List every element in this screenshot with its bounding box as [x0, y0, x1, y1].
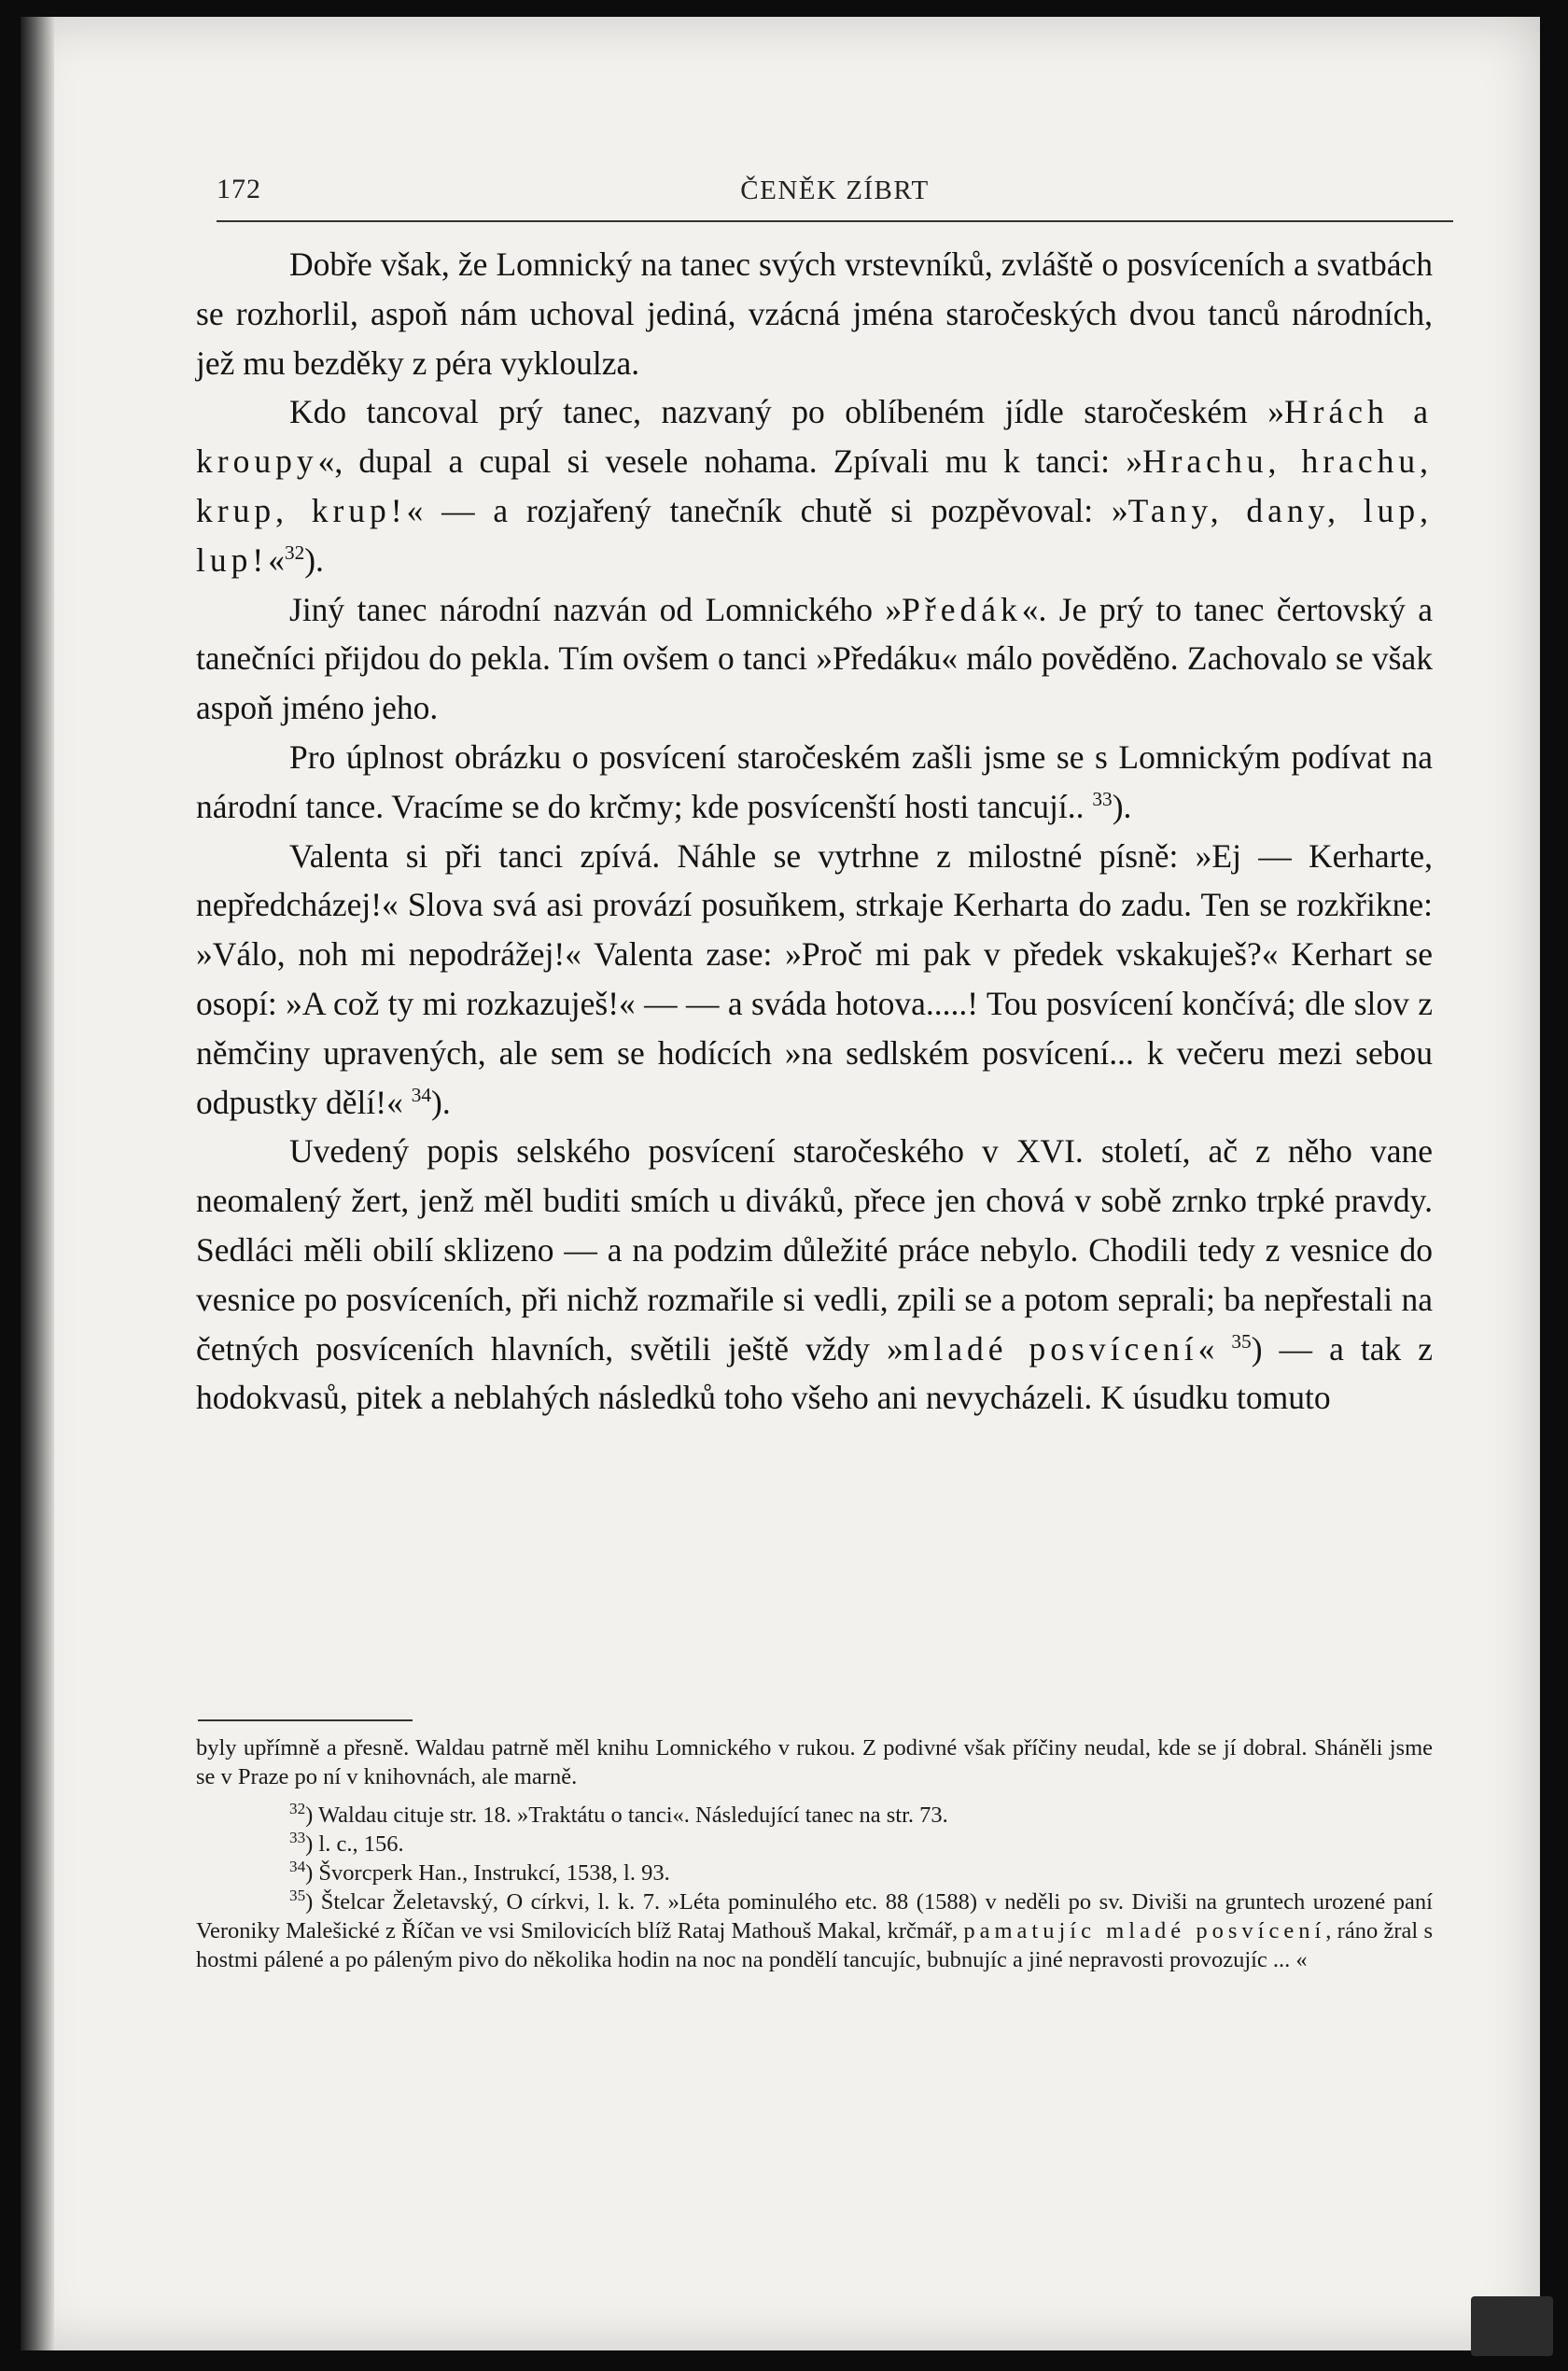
footnote-number: 33 — [289, 1828, 306, 1846]
footnote-number: 32 — [289, 1799, 306, 1817]
footnote-ref: 34 — [411, 1083, 432, 1106]
footnote-text: ) Švorcperk Han., Instrukcí, 1538, l. 93. — [305, 1860, 670, 1886]
footnote-number: 34 — [289, 1857, 306, 1875]
footnote-number: 35 — [289, 1886, 306, 1904]
dance-name: Předák — [902, 590, 1022, 628]
paragraph-text: « — [1197, 1329, 1215, 1368]
page-header — [217, 174, 1453, 222]
footnote-ref: 35 — [1231, 1329, 1252, 1353]
dance-name: Hrách a kroupy — [196, 393, 1433, 481]
paragraph — [196, 585, 1433, 733]
paragraph — [196, 240, 1433, 387]
song-text: Tany, dany, lup, lup! — [196, 491, 1433, 579]
main-text — [196, 240, 1433, 1423]
paragraph-text: « — a rozjařený tanečník chutě si pozpěvoval: » — [406, 491, 1128, 529]
paragraph-text: Jiný tanec národní nazván od Lomnického » — [289, 590, 903, 628]
scan-corner-artifact — [1471, 2296, 1553, 2356]
paragraph-text: ) — a tak z hodokvasů, pitek a neblahých následků toho všeho ani nevycházeli. K úsudku tomuto — [196, 1329, 1434, 1417]
footnote-divider — [198, 1719, 413, 1721]
footnote-ref: 32 — [284, 540, 305, 564]
paragraph — [196, 733, 1433, 832]
footnote-spaced-text: pamatujíc mladé posvícení — [963, 1918, 1326, 1943]
running-head: ČENĚK ZÍBRT — [740, 175, 930, 205]
footnote-34 — [196, 1859, 1433, 1887]
page-number: 172 — [217, 174, 261, 204]
footnote-35 — [196, 1887, 1433, 1974]
song-text: Hrachu, hrachu, krup, krup! — [196, 442, 1433, 529]
paragraph-text: Valenta si při tanci zpívá. Náhle se vytrhne z milostné písně: »Ej — Kerharte, nepředcházej!« Slova svá asi provází posuňkem, strkaje Kerharta do zadu. Ten se rozkřikne: »Válo, noh mi nepodrážej!« Valenta zase: »Proč mi pak v předek vskakuješ?« Kerhart se osopí: »A což ty mi rozkazuješ!« — — a sváda hotova.....! Tou posvícení končívá; dle slov z němčiny upravených, ale sem se hodících »na sedlském posvícení... k večeru mezi sebou odpustky dělí!« — [196, 836, 1433, 1121]
footnotes — [196, 1733, 1433, 1974]
footnote-continued: byly upřímně a přesně. Waldau patrně měl knihu Lomnického v rukou. Z podivné však příčiny neudal, kde se jí dobral. Sháněli jsme se v Praze po ní v knihovnách, ale marně. — [196, 1735, 1433, 1789]
paragraph-text: ). — [431, 1083, 451, 1121]
paragraph-text: ). — [304, 540, 324, 579]
footnote-33 — [196, 1830, 1433, 1859]
paragraph-text: «, dupal a cupal si vesele nohama. Zpívali mu k tanci: » — [317, 442, 1142, 481]
footnote-32 — [196, 1801, 1433, 1830]
paragraph-text: Kdo tancoval prý tanec, nazvaný po oblíbeném jídle staročeském » — [289, 393, 1284, 431]
paragraph-text: ). — [1112, 787, 1132, 825]
paragraph-text: «. Je prý to tanec čertovský a tanečníci přijdou do pekla. Tím ovšem o tanci »Předáku« málo pověděno. Zachovalo se však aspoň jméno jeho. — [196, 590, 1433, 727]
footnote-text: , ráno žral s hostmi pálené a po páleným pivo do několika hodin na noc na pondělí tancujíc, bubnujíc a jiné nepravosti provozujíc ... « — [196, 1918, 1434, 1972]
paragraph — [196, 832, 1433, 1128]
paragraph-text: Dobře však, že Lomnický na tanec svých vrstevníků, zvláště o posvíceních a svatbách se rozhorlil, aspoň nám uchoval jediná, vzácná jména staročeských dvou tanců národních, jež mu bezděky z péra vykloulza. — [196, 246, 1433, 382]
paragraph — [196, 387, 1433, 584]
paragraph — [196, 1127, 1433, 1423]
page-gutter-shadow — [21, 17, 54, 2350]
footnote-text: ) Waldau cituje str. 18. »Traktátu o tanci«. Následující tanec na str. 73. — [305, 1803, 948, 1828]
footnote-ref: 33 — [1092, 787, 1113, 810]
paragraph-text: Pro úplnost obrázku o posvícení staročeském zašli jsme se s Lomnickým podívat na národní tance. Vracíme se do krčmy; kde posvícenští hosti tancují.. — [196, 737, 1433, 825]
footnote-text: ) l. c., 156. — [305, 1831, 404, 1857]
custom-name: mladé posvícení — [903, 1329, 1198, 1368]
paragraph-text: Uvedený popis selského posvícení staročeského v XVI. století, ač z něho vane neomalený žert, jenž měl buditi smích u diváků, přece jen chová v sobě zrnko trpké pravdy. Sedláci měli obilí sklizeno — a na podzim důležité práce nebylo. Chodili tedy z vesnice do vesnice po posvíceních, při nichž rozmařile si vedli, zpili se a potom seprali; ba nepřestali na četných posvíceních hlavních, světili ještě vždy » — [196, 1132, 1433, 1368]
footnote-text: ) Štelcar Želetavský, O církvi, l. k. 7. »Léta pominulého etc. 88 (1588) v neděli po sv. Diviši na gruntech urozené paní Veroniky Malešické z Říčan ve vsi Smilovicích blíž Rataj Mathouš Makal, krčmář, — [196, 1889, 1433, 1943]
paragraph-text: « — [268, 540, 285, 579]
